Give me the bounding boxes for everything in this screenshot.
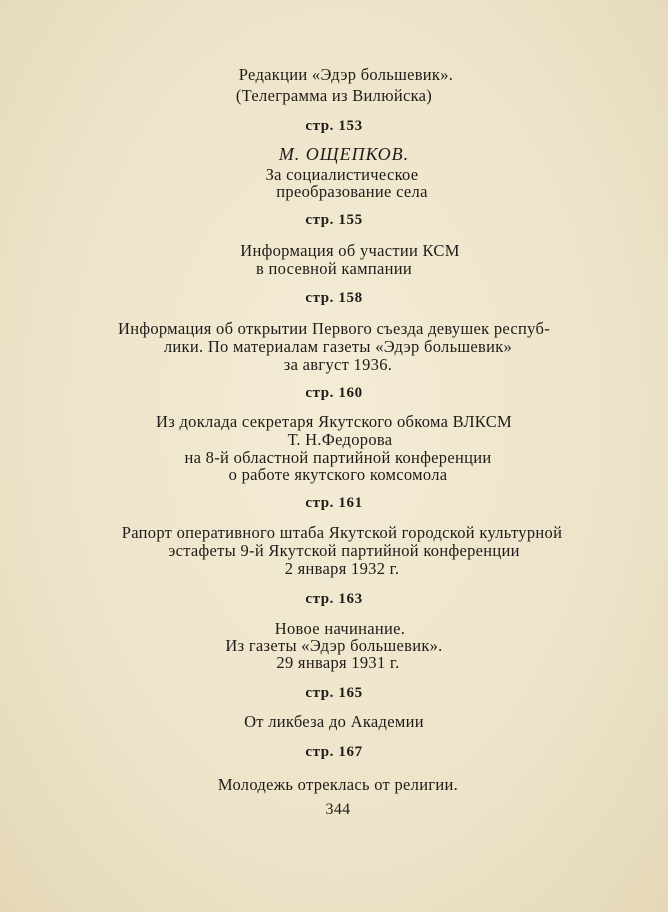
page-reference: стр. 165 — [305, 685, 363, 701]
entry-text-line: лики. По материалам газеты «Эдэр большевик» — [163, 337, 513, 356]
entry-text-line: на 8-й областной партийной конференции — [184, 448, 492, 467]
author-name: М. ОЩЕПКОВ. — [278, 144, 410, 164]
entry-text-line: о работе якутского комсомола — [228, 465, 448, 484]
entry-text-line: Рапорт оперативного штаба Якутской городской культурной — [121, 523, 563, 542]
page-reference: стр. 167 — [305, 744, 363, 760]
entry-text-line: Редакции «Эдэр большевик». — [238, 65, 454, 84]
entry-text-line: Из доклада секретаря Якутского обкома ВЛКСМ — [156, 412, 512, 431]
page-reference: стр. 158 — [305, 290, 363, 306]
entry-text-line: От ликбеза до Академии — [244, 712, 424, 731]
page-reference: стр. 163 — [305, 591, 363, 607]
page-reference: стр. 161 — [305, 495, 363, 511]
entry-text-line: 29 января 1931 г. — [276, 653, 400, 672]
entry-text-line: 2 января 1932 г. — [284, 559, 400, 578]
page-number: 344 — [325, 801, 351, 818]
entry-text-line: За социалистическое — [265, 165, 419, 184]
entry-text-line: эстафеты 9-й Якутской партийной конференции — [168, 541, 520, 560]
entry-text-line: Информация об участии КСМ — [240, 241, 460, 260]
entry-text-line: Из газеты «Эдэр большевик». — [225, 636, 443, 655]
entry-text-line: Информация об открытии Первого съезда девушек респуб- — [118, 319, 550, 338]
entry-text-line: Т. Н.Федорова — [287, 430, 393, 449]
entry-text-line: (Телеграмма из Вилюйска) — [235, 86, 433, 105]
entry-text-line: преобразование села — [276, 182, 428, 201]
entry-text-line: Новое начинание. — [274, 619, 406, 638]
entry-text-line: Молодежь отреклась от религии. — [217, 775, 459, 794]
page-reference: стр. 160 — [305, 385, 363, 401]
page-reference: стр. 153 — [305, 118, 363, 134]
entry-text-line: за август 1936. — [283, 355, 393, 374]
page-reference: стр. 155 — [305, 212, 363, 228]
entry-text-line: в посевной кампании — [256, 259, 412, 278]
